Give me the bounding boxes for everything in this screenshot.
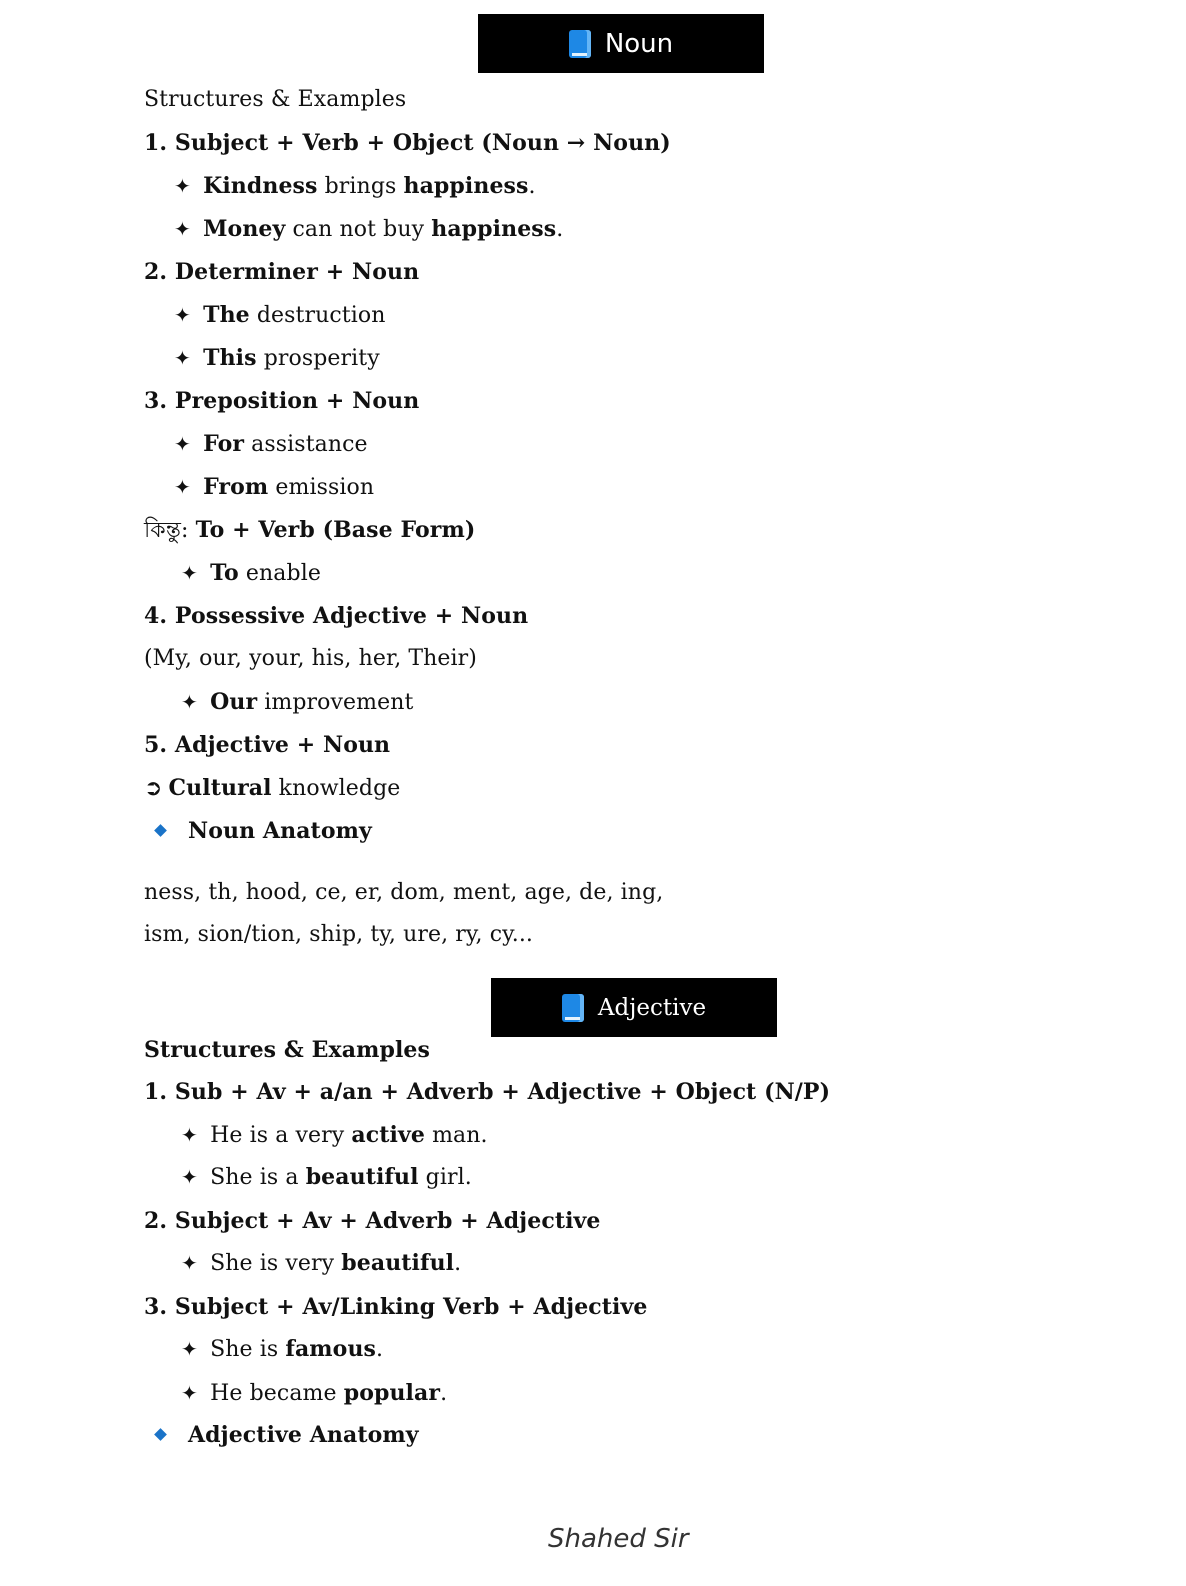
noun-example [144, 774, 400, 803]
star-icon: ✦ [181, 1337, 198, 1361]
adjective-anatomy-heading [144, 1421, 419, 1449]
noun-example [174, 215, 563, 244]
star-icon: ✦ [174, 174, 191, 198]
noun-structures-heading: Structures & Examples [144, 87, 407, 112]
adjective-example [181, 1379, 447, 1408]
noun-suffix-line-1: ness, th, hood, ce, er, dom, ment, age, de, ing, [144, 880, 664, 905]
star-icon: ✦ [181, 1381, 198, 1405]
noun-structure-4-note: (My, our, your, his, her, Their) [144, 646, 477, 671]
arrow-icon: ➲ [144, 776, 163, 801]
example-text: . [528, 174, 536, 199]
adjective-structure-2-title: 2. Subject + Av + Adverb + Adjective [144, 1208, 601, 1234]
adjective-example [181, 1249, 461, 1278]
emphasis-word: Cultural [168, 775, 272, 801]
exception-structure: To + Verb (Base Form) [195, 517, 476, 543]
star-icon: ✦ [181, 1123, 198, 1147]
book-icon [569, 30, 591, 58]
example-text: She is very [210, 1251, 342, 1276]
noun-example [181, 559, 321, 588]
noun-structure-4-title: 4. Possessive Adjective + Noun [144, 603, 529, 629]
noun-exception-title [144, 516, 475, 545]
adjective-structures-heading: Structures & Examples [144, 1037, 430, 1063]
emphasis-word: Our [210, 689, 258, 715]
author-signature: Shahed Sir [548, 1524, 689, 1554]
emphasis-word: To [210, 560, 239, 586]
anatomy-title: Adjective Anatomy [188, 1422, 419, 1448]
noun-structure-5-title: 5. Adjective + Noun [144, 732, 391, 758]
anatomy-title: Noun Anatomy [188, 818, 372, 844]
bengali-but: কিন্তু: [144, 518, 196, 543]
adjective-example [181, 1121, 488, 1150]
example-text: emission [268, 475, 375, 500]
book-icon [562, 994, 584, 1022]
example-text: can not buy [285, 217, 432, 242]
adjective-structure-3-title: 3. Subject + Av/Linking Verb + Adjective [144, 1294, 648, 1320]
emphasis-word: beautiful [305, 1164, 419, 1190]
noun-example [174, 344, 380, 373]
emphasis-word: For [203, 431, 245, 457]
star-icon: ✦ [174, 217, 191, 241]
emphasis-word: famous [285, 1336, 377, 1362]
example-text: She is a [210, 1165, 306, 1190]
emphasis-word: beautiful [341, 1250, 455, 1276]
emphasis-word: This [203, 345, 257, 371]
example-text: He is a very [210, 1123, 352, 1148]
adjective-example [181, 1335, 383, 1364]
noun-structure-2-title: 2. Determiner + Noun [144, 259, 420, 285]
noun-suffix-line-2: ism, sion/tion, ship, ty, ure, ry, cy... [144, 922, 534, 947]
diamond-icon [154, 824, 167, 837]
star-icon: ✦ [181, 1251, 198, 1275]
noun-example [181, 688, 413, 717]
example-text: destruction [249, 303, 386, 328]
example-text: improvement [257, 690, 414, 715]
adjective-structure-1-title: 1. Sub + Av + a/an + Adverb + Adjective + Object (N/P) [144, 1079, 831, 1105]
example-text: brings [317, 174, 404, 199]
noun-example [174, 430, 368, 459]
noun-banner [478, 14, 764, 73]
star-icon: ✦ [181, 561, 198, 585]
example-text: . [440, 1381, 448, 1406]
star-icon: ✦ [181, 1165, 198, 1189]
emphasis-word: From [203, 474, 269, 500]
emphasis-word: Kindness [203, 173, 318, 199]
star-icon: ✦ [174, 346, 191, 370]
emphasis-word: happiness [403, 173, 529, 199]
adjective-example [181, 1163, 472, 1192]
example-text: . [556, 217, 564, 242]
noun-example [174, 301, 386, 330]
emphasis-word: happiness [431, 216, 557, 242]
example-text: . [454, 1251, 462, 1276]
star-icon: ✦ [174, 303, 191, 327]
emphasis-word: Money [203, 216, 286, 242]
adjective-banner [491, 978, 777, 1037]
example-text: girl. [418, 1165, 472, 1190]
example-text: prosperity [256, 346, 380, 371]
noun-anatomy-heading [144, 817, 372, 845]
noun-example [174, 473, 374, 502]
example-text: She is [210, 1337, 286, 1362]
noun-example [174, 172, 536, 201]
noun-structure-1-title: 1. Subject + Verb + Object (Noun → Noun) [144, 130, 671, 156]
star-icon: ✦ [174, 432, 191, 456]
example-text: assistance [244, 432, 368, 457]
star-icon: ✦ [181, 690, 198, 714]
example-text: enable [238, 561, 321, 586]
example-text: man. [424, 1123, 488, 1148]
example-text: . [376, 1337, 384, 1362]
example-text: knowledge [271, 776, 401, 801]
adjective-title: Adjective [597, 994, 707, 1021]
emphasis-word: active [351, 1122, 425, 1148]
noun-structure-3-title: 3. Preposition + Noun [144, 388, 420, 414]
diamond-icon [154, 1428, 167, 1441]
emphasis-word: The [203, 302, 250, 328]
emphasis-word: popular [343, 1380, 441, 1406]
example-text: He became [210, 1381, 344, 1406]
star-icon: ✦ [174, 475, 191, 499]
noun-title: Noun [604, 28, 674, 59]
